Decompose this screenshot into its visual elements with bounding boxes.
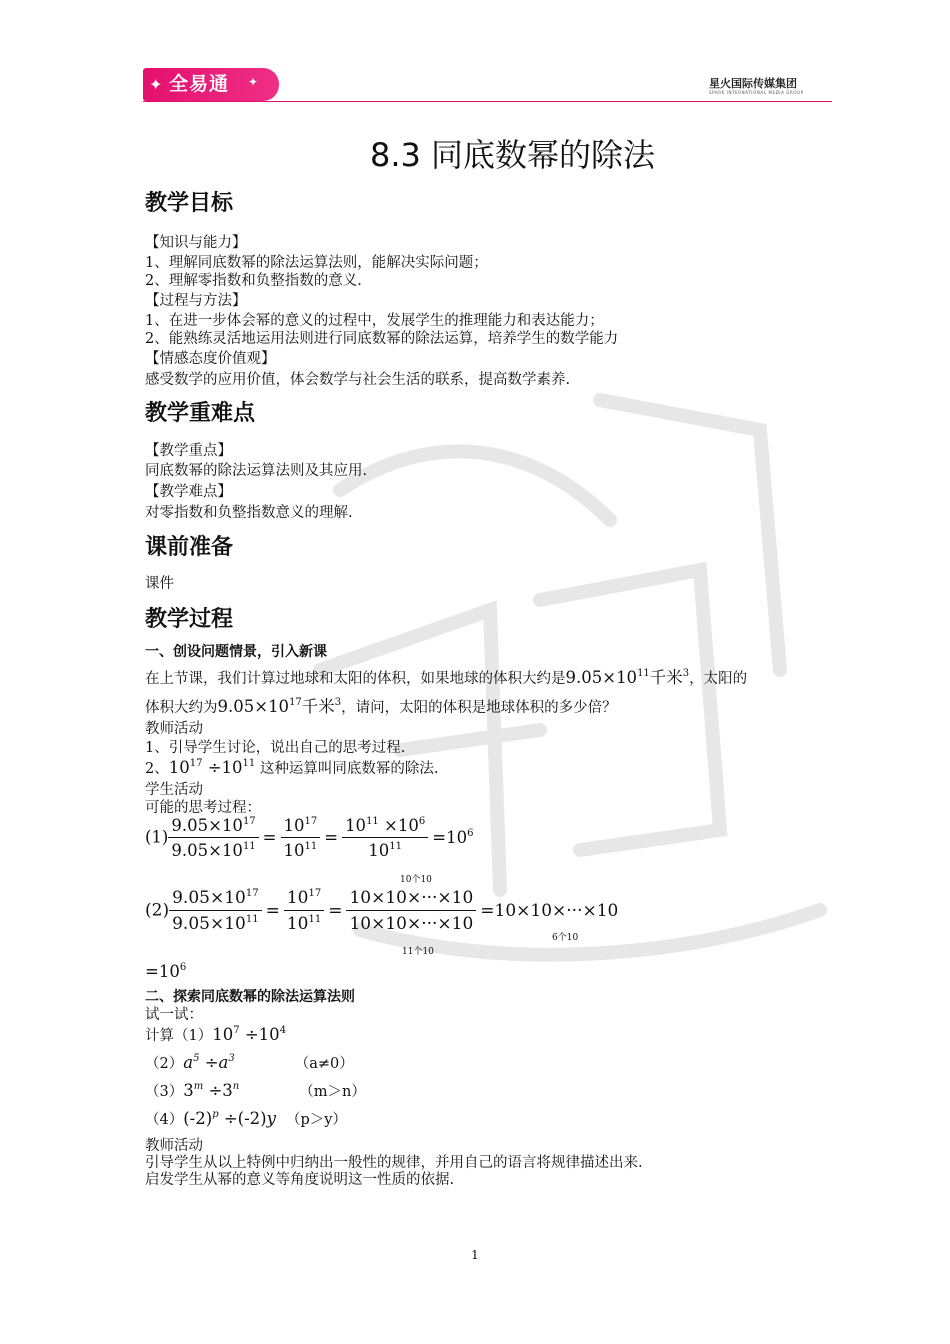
intro-text-d: ，请问，太阳的体积是地球体积的多少倍？: [341, 700, 617, 716]
part2-title: 二、探索同底数幂的除法运算法则: [145, 989, 355, 1005]
heading-process: 教学过程: [145, 607, 234, 632]
knowledge-item-1: 1、理解同底数幂的除法运算法则，能解决实际问题；: [145, 255, 488, 271]
difficulty-tag: 【教学难点】: [145, 484, 232, 500]
corp-subtitle: SPARK INTERNATIONAL MEDIA GROUP: [709, 90, 804, 95]
teacher-activity-2: 2、$10^{17} \div 10^{11}$ 这种运算叫同底数幂的除法.: [145, 758, 439, 777]
brand-logo: [143, 68, 279, 101]
page-number: 1: [471, 1248, 479, 1262]
teacher-2-text: 这种运算叫同底数幂的除法.: [259, 761, 439, 777]
process-tag: 【过程与方法】: [145, 293, 247, 309]
unit-exp-2: 3: [334, 697, 342, 708]
knowledge-item-2: 2、理解零指数和负整指数的意义.: [145, 273, 362, 289]
equation-2: (2) $\frac{9.05\times 10^{17}}{9.05\times 10^{11}}$ = $\frac{10^{17}}{10^{11}}$ = $\frac{10\times 10\times\cdot\cdot\cdot\times 10}{10\times 10\times\cdot\cdot\cdot\times 10}$ =10×10×···×10: [145, 888, 619, 934]
try-label: 试一试：: [145, 1007, 203, 1023]
earth-volume-exp: 11: [637, 668, 650, 679]
focus-tag: 【教学重点】: [145, 443, 232, 459]
student-activity-1: 可能的思考过程：: [145, 800, 261, 816]
teacher2-item-1: 引导学生从以上特例中归纳出一般性的规律，并用自己的语言将规律描述出来.: [145, 1155, 643, 1171]
teacher-2-prefix: 2、: [145, 761, 169, 777]
unit-km: 千米: [649, 668, 683, 687]
student-activity-label: 学生活动: [145, 782, 203, 798]
brace-label-result: 6个10: [552, 933, 579, 943]
logo-text: 全易通: [169, 73, 230, 95]
knowledge-tag: 【知识与能力】: [145, 235, 247, 251]
page-title: 8.3 同底数幂的除法: [369, 136, 656, 174]
exercise-3: $(3)3^m \div 3^n$ （m＞n）: [145, 1081, 366, 1100]
prep-item: 课件: [145, 576, 174, 592]
intro-text-b: ，太阳的: [689, 671, 748, 687]
earth-volume-coef: 9.05×10: [565, 668, 638, 687]
emotion-tag: 【情感态度价值观】: [145, 351, 276, 367]
intro-text-a: 在上节课，我们计算过地球和太阳的体积，如果地球的体积大约是: [145, 671, 566, 687]
teacher-activity-label-2: 教师活动: [145, 1138, 203, 1154]
heading-key-points: 教学重难点: [145, 401, 256, 426]
eq1-label: (1): [145, 827, 169, 847]
teacher-activity-1: 1、引导学生讨论，说出自己的思考过程.: [145, 740, 406, 756]
sun-volume-exp: 17: [289, 697, 302, 708]
difficulty-item-1: 对零指数和负整指数意义的理解.: [145, 505, 353, 521]
teacher2-item-2: 启发学生从幂的意义等角度说明这一性质的依据.: [145, 1172, 455, 1188]
intro-text-c: 体积大约为: [145, 700, 218, 716]
process-item-1: 1、在进一步体会幂的意义的过程中，发展学生的推理能力和表达能力；: [145, 313, 604, 329]
exercise-4: $(4)(-2)^p \div(-2)y$ （p＞y）: [145, 1109, 347, 1128]
heading-objectives: 教学目标: [145, 191, 234, 216]
focus-item-1: 同底数幂的除法运算法则及其应用.: [145, 463, 368, 479]
brace-label-top: 10个10: [400, 875, 432, 885]
exercise-2: $(2)a^5 \div a^3$ （a≠0）: [145, 1053, 354, 1072]
spark-icon: ✦: [149, 75, 164, 94]
star-icon: ✦: [247, 75, 259, 89]
exercise-1: 计算$(1)10^7 \div 10^4$: [145, 1025, 287, 1044]
sun-volume-coef: 9.05×10: [217, 697, 290, 716]
equation-2-result: $=10^6$: [145, 962, 187, 981]
eq2-label: (2): [145, 900, 170, 921]
intro-line-2: [145, 693, 617, 717]
process-item-2: 2、能熟练灵活地运用法则进行同底数幂的除法运算，培养学生的数学能力: [145, 331, 619, 347]
part1-title: 一、创设问题情景，引入新课: [145, 644, 327, 660]
brace-label-bottom: 11个10: [402, 947, 434, 957]
corp-name: 星火国际传媒集团: [709, 77, 797, 90]
equation-1: (1) $\frac{9.05\times 10^{17}}{9.05\times 10^{11}}$ = $\frac{10^{17}}{10^{11}}$ = $\frac{10^{11} \times 10^6}{10^{11}}$ $=10^6$: [145, 816, 474, 860]
teacher-activity-label: 教师活动: [145, 721, 203, 737]
unit-km-2: 千米: [301, 697, 335, 716]
intro-line-1: [145, 664, 747, 688]
emotion-item-1: 感受数学的应用价值，体会数学与社会生活的联系，提高数学素养.: [145, 372, 571, 388]
heading-prep: 课前准备: [145, 535, 234, 560]
header-rule: [143, 101, 832, 102]
unit-exp: 3: [682, 668, 690, 679]
